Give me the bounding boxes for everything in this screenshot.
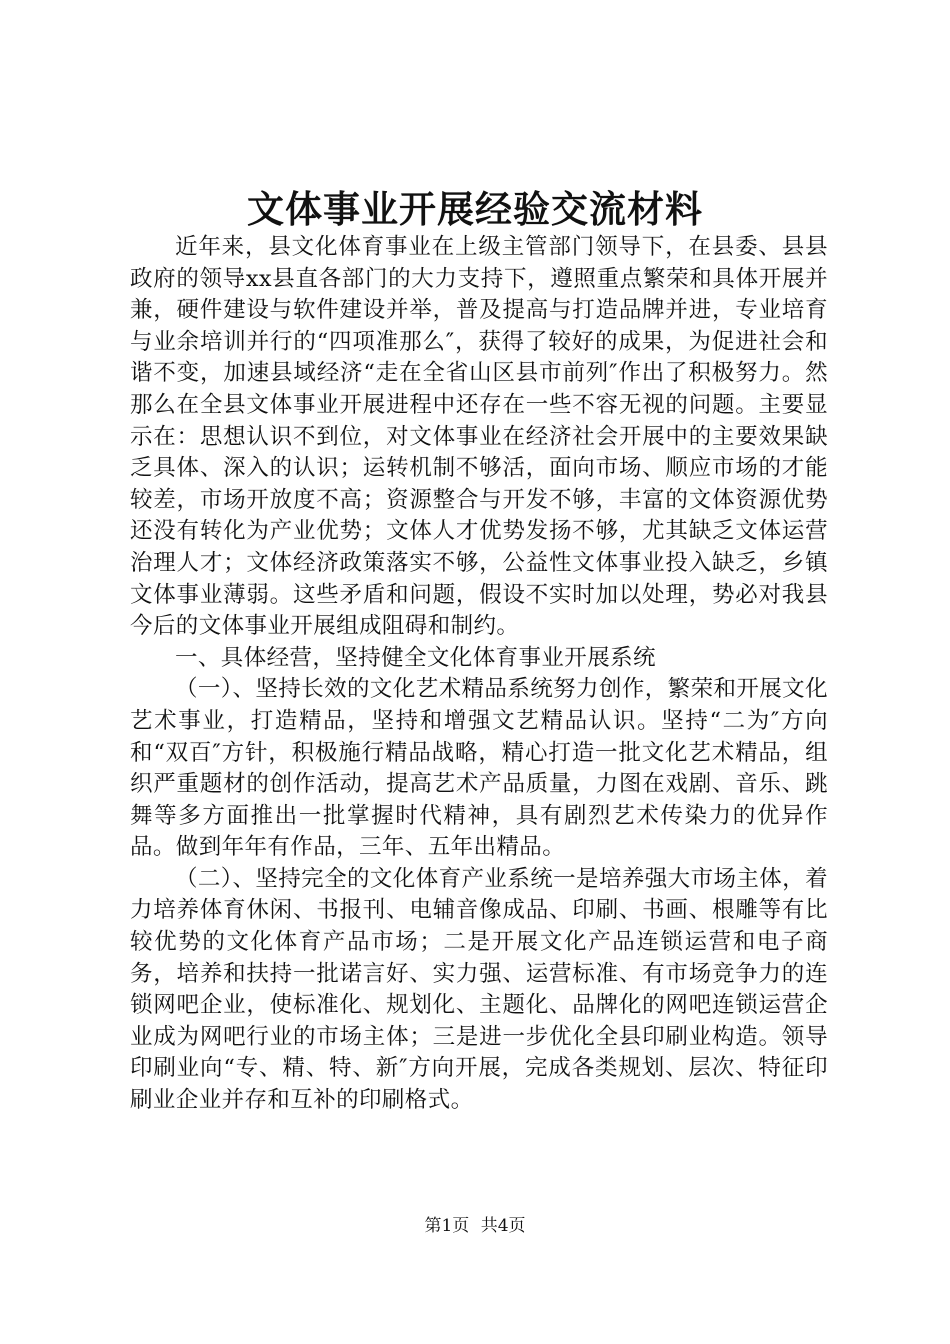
page-number: 第1页 [424,1216,470,1236]
paragraph-intro: 近年来，县文化体育事业在上级主管部门领导下，在县委、县县政府的领导xx县直各部门的大力支持下，遵照重点繁荣和具体开展并兼，硬件建设与软件建设并举，普及提高与打造品牌并进，专业培育与业余培训并行的“四项准那么″，获得了较好的成果，为促进社会和谐不变，加速县域经济“走在全省山区县市前列″作出了积极努力。然那么在全县文体事业开展进程中还存在一些不容无视的问题。主要显示在：思想认识不到位，对文体事业在经济社会开展中的主要效果缺乏具体、深入的认识；运转机制不够活，面向市场、顺应市场的才能较差，市场开放度不高；资源整合与开发不够，丰富的文体资源优势还没有转化为产业优势；文体人才优势发扬不够，尤其缺乏文体运营治理人才；文体经济政策落实不够，公益性文体事业投入缺乏，乡镇文体事业薄弱。这些矛盾和问题，假设不实时加以处理，势必对我县今后的文体事业开展组成阻碍和制约。 [130,234,828,640]
document-title: 文体事业开展经验交流材料 [247,187,703,231]
page-total: 共4页 [480,1216,526,1236]
paragraph-subsection-1: （一）、坚持长效的文化艺术精品系统努力创作，繁荣和开展文化艺术事业，打造精品，坚持和增强文艺精品认识。坚持“二为″方向和“双百″方针，积极施行精品战略，精心打造一批文化艺术精品，组织严重题材的创作活动，提高艺术产品质量，力图在戏剧、音乐、跳舞等多方面推出一批掌握时代精神，具有剧烈艺术传染力的优异作品。做到年年有作品，三年、五年出精品。 [130,676,828,861]
document-body [130,232,828,1117]
paragraph-subsection-2: （二）、坚持完全的文化体育产业系统一是培养强大市场主体，着力培养体育休闲、书报刊、电辅音像成品、印刷、书画、根雕等有比较优势的文化体育产品市场；二是开展文化产品连锁运营和电子商务，培养和扶持一批诺言好、实力强、运营标准、有市场竞争力的连锁网吧企业，使标准化、规划化、主题化、品牌化的网吧连锁运营企业成为网吧行业的市场主体；三是进一步优化全县印刷业构造。领导印刷业向“专、精、特、新″方向开展，完成各类规划、层次、特征印刷业企业并存和互补的印刷格式。 [130,865,828,1114]
page-footer [0,1214,950,1238]
section-heading: 一、具体经营，坚持健全文化体育事业开展系统 [175,644,656,671]
